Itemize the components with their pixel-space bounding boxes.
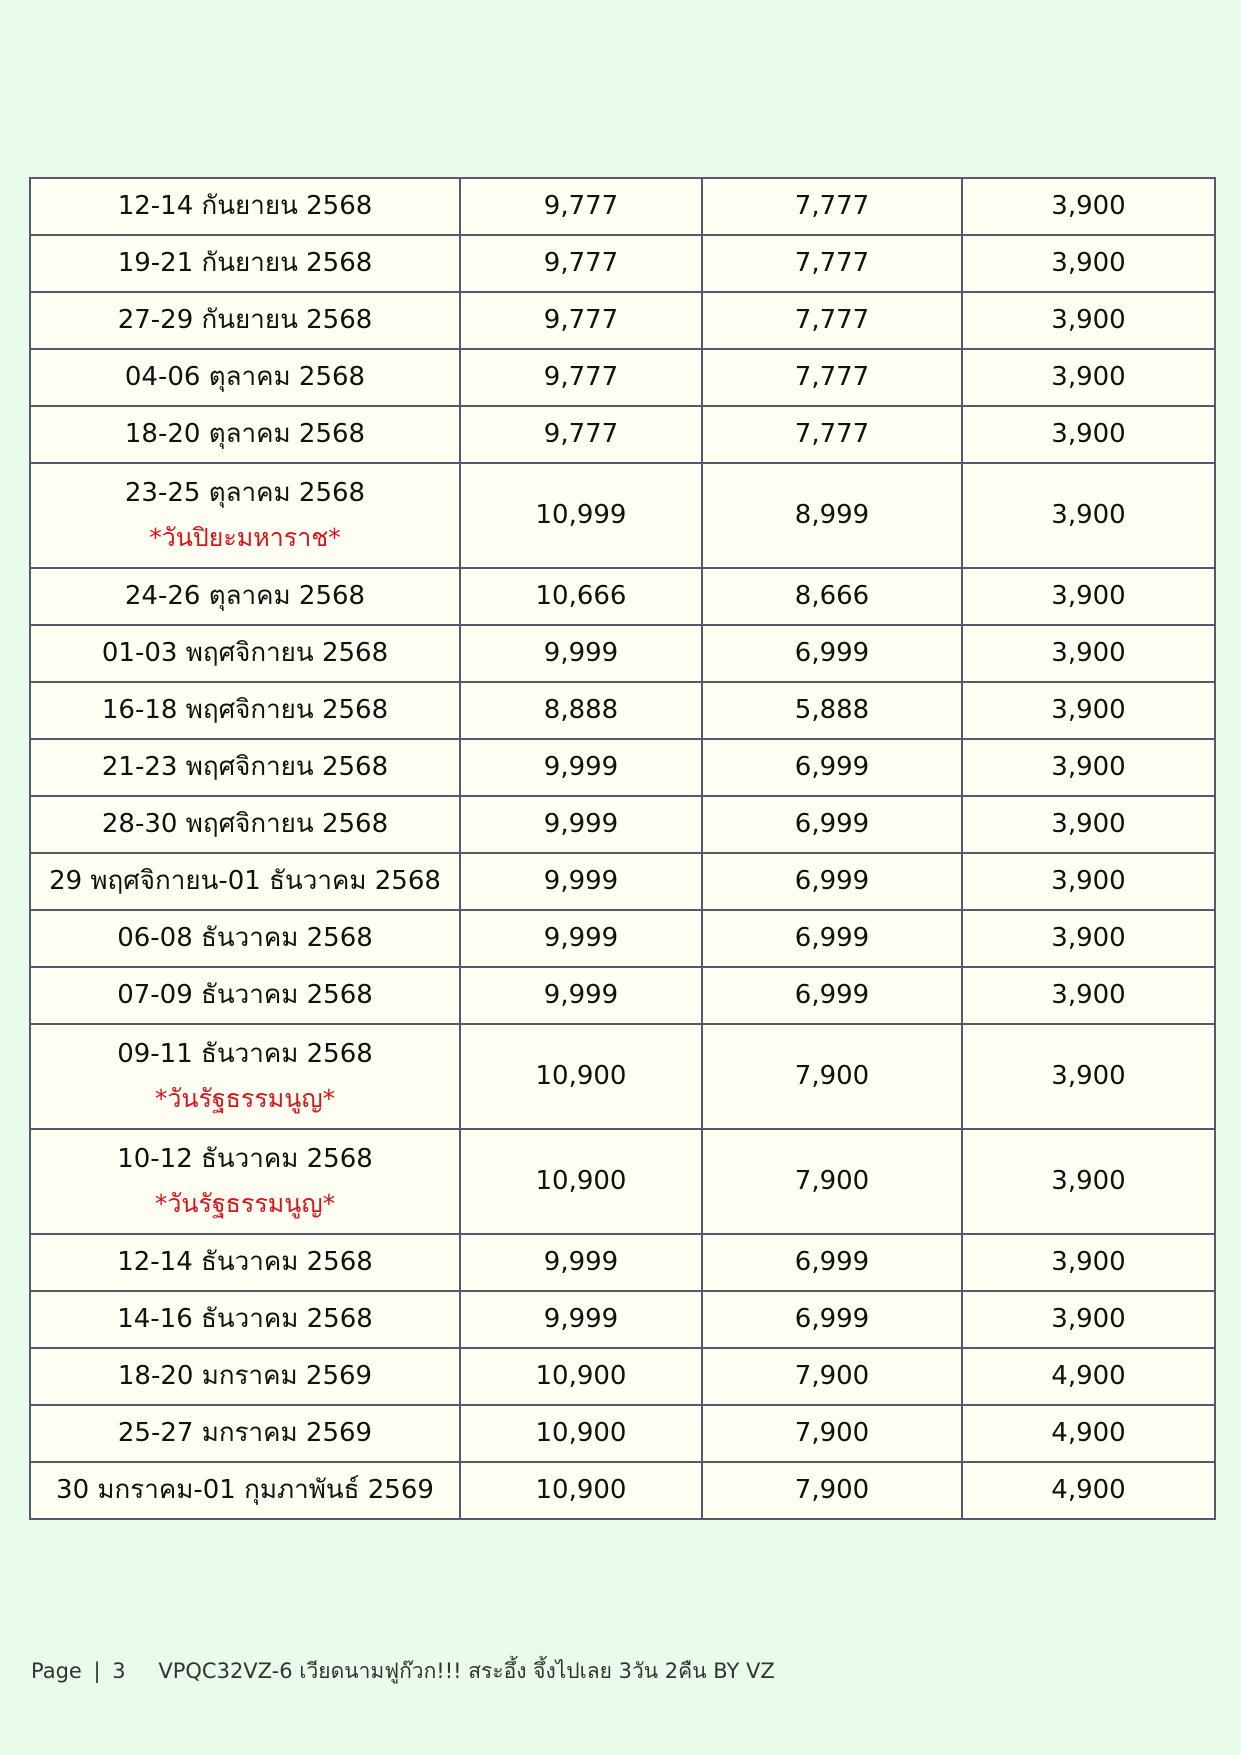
price-cell-1: 10,900 [460, 1348, 702, 1405]
travel-date: 12-14 กันยายน 2568 [117, 190, 373, 221]
price-cell-1: 10,900 [460, 1462, 702, 1519]
price-cell-1: 10,900 [460, 1024, 702, 1129]
table-row [30, 853, 1215, 910]
price-cell-2: 6,999 [702, 853, 962, 910]
travel-date-cell [30, 1291, 460, 1348]
travel-date-cell [30, 796, 460, 853]
price-cell-1: 9,777 [460, 235, 702, 292]
price-cell-3: 3,900 [962, 235, 1215, 292]
travel-date: 18-20 มกราคม 2569 [117, 1360, 373, 1391]
travel-date-cell [30, 568, 460, 625]
price-cell-3: 3,900 [962, 682, 1215, 739]
price-cell-1: 9,777 [460, 349, 702, 406]
travel-date: 06-08 ธันวาคม 2568 [117, 922, 373, 953]
price-cell-3: 3,900 [962, 178, 1215, 235]
table-row [30, 568, 1215, 625]
table-row [30, 463, 1215, 568]
table-row [30, 1348, 1215, 1405]
travel-date-cell [30, 1348, 460, 1405]
travel-date: 25-27 มกราคม 2569 [117, 1417, 373, 1448]
table-row [30, 910, 1215, 967]
travel-date-cell [30, 178, 460, 235]
price-cell-3: 3,900 [962, 796, 1215, 853]
price-cell-2: 6,999 [702, 1291, 962, 1348]
price-cell-2: 7,900 [702, 1462, 962, 1519]
travel-date-cell [30, 1405, 460, 1462]
table-row [30, 625, 1215, 682]
price-cell-3: 3,900 [962, 967, 1215, 1024]
travel-date-cell [30, 1129, 460, 1234]
price-cell-3: 3,900 [962, 625, 1215, 682]
travel-date: 30 มกราคม-01 กุมภาพันธ์ 2569 [56, 1474, 434, 1505]
holiday-note: *วันรัฐธรรมนูญ* [154, 1084, 336, 1114]
price-cell-1: 9,777 [460, 406, 702, 463]
price-cell-2: 7,777 [702, 178, 962, 235]
price-cell-2: 7,777 [702, 235, 962, 292]
travel-date: 18-20 ตุลาคม 2568 [124, 418, 366, 449]
table-row [30, 406, 1215, 463]
price-cell-2: 7,777 [702, 406, 962, 463]
table-row [30, 967, 1215, 1024]
travel-date: 24-26 ตุลาคม 2568 [124, 580, 366, 611]
page-footer [31, 1655, 775, 1688]
travel-date-cell [30, 967, 460, 1024]
travel-date: 27-29 กันยายน 2568 [117, 304, 373, 335]
table-row [30, 235, 1215, 292]
travel-date-cell [30, 853, 460, 910]
table-row [30, 682, 1215, 739]
holiday-note: *วันปิยะมหาราช* [149, 523, 341, 553]
price-cell-3: 3,900 [962, 853, 1215, 910]
price-cell-2: 6,999 [702, 796, 962, 853]
price-cell-2: 8,666 [702, 568, 962, 625]
travel-date-cell [30, 682, 460, 739]
price-cell-3: 3,900 [962, 568, 1215, 625]
table-row [30, 1291, 1215, 1348]
price-cell-2: 7,900 [702, 1024, 962, 1129]
price-cell-3: 3,900 [962, 1129, 1215, 1234]
price-cell-2: 6,999 [702, 967, 962, 1024]
price-cell-2: 5,888 [702, 682, 962, 739]
travel-date: 16-18 พฤศจิกายน 2568 [101, 694, 389, 725]
table-row [30, 1234, 1215, 1291]
price-cell-1: 9,999 [460, 739, 702, 796]
price-cell-2: 6,999 [702, 1234, 962, 1291]
price-cell-1: 9,999 [460, 967, 702, 1024]
price-cell-1: 9,777 [460, 292, 702, 349]
price-cell-1: 9,999 [460, 796, 702, 853]
travel-date: 10-12 ธันวาคม 2568 [117, 1143, 373, 1174]
price-cell-1: 9,999 [460, 910, 702, 967]
travel-date: 14-16 ธันวาคม 2568 [117, 1303, 373, 1334]
price-cell-1: 8,888 [460, 682, 702, 739]
price-cell-2: 6,999 [702, 625, 962, 682]
travel-date-cell [30, 235, 460, 292]
price-cell-1: 10,666 [460, 568, 702, 625]
travel-date-cell [30, 406, 460, 463]
price-cell-2: 8,999 [702, 463, 962, 568]
travel-date-cell [30, 1234, 460, 1291]
price-cell-2: 7,777 [702, 349, 962, 406]
price-cell-1: 9,999 [460, 625, 702, 682]
footer-separator: | [93, 1659, 101, 1683]
price-cell-2: 6,999 [702, 910, 962, 967]
travel-date-cell [30, 349, 460, 406]
table-row [30, 1129, 1215, 1234]
price-cell-3: 3,900 [962, 910, 1215, 967]
price-cell-3: 4,900 [962, 1348, 1215, 1405]
price-cell-2: 7,900 [702, 1348, 962, 1405]
price-cell-3: 3,900 [962, 349, 1215, 406]
travel-date: 01-03 พฤศจิกายน 2568 [101, 637, 389, 668]
price-cell-2: 7,900 [702, 1129, 962, 1234]
travel-date-cell [30, 1024, 460, 1129]
price-cell-3: 3,900 [962, 292, 1215, 349]
table-row [30, 349, 1215, 406]
table-row [30, 796, 1215, 853]
price-cell-2: 7,777 [702, 292, 962, 349]
price-cell-1: 9,999 [460, 1291, 702, 1348]
travel-date: 29 พฤศจิกายน-01 ธันวาคม 2568 [49, 865, 441, 896]
travel-date-cell [30, 625, 460, 682]
price-cell-1: 9,777 [460, 178, 702, 235]
price-cell-3: 4,900 [962, 1405, 1215, 1462]
travel-date-cell [30, 463, 460, 568]
travel-date: 07-09 ธันวาคม 2568 [117, 979, 373, 1010]
price-cell-1: 10,900 [460, 1405, 702, 1462]
table-row [30, 1405, 1215, 1462]
holiday-note: *วันรัฐธรรมนูญ* [154, 1189, 336, 1219]
price-cell-1: 10,999 [460, 463, 702, 568]
price-cell-3: 3,900 [962, 1291, 1215, 1348]
table-row [30, 178, 1215, 235]
price-cell-3: 3,900 [962, 739, 1215, 796]
price-cell-3: 3,900 [962, 1234, 1215, 1291]
travel-date: 04-06 ตุลาคม 2568 [124, 361, 366, 392]
price-cell-2: 6,999 [702, 739, 962, 796]
price-cell-3: 3,900 [962, 463, 1215, 568]
table-row [30, 1462, 1215, 1519]
table-row [30, 292, 1215, 349]
price-cell-2: 7,900 [702, 1405, 962, 1462]
travel-date-cell [30, 292, 460, 349]
price-table [29, 177, 1216, 1520]
travel-date: 12-14 ธันวาคม 2568 [117, 1246, 373, 1277]
price-cell-1: 10,900 [460, 1129, 702, 1234]
travel-date: 28-30 พฤศจิกายน 2568 [101, 808, 389, 839]
price-cell-3: 3,900 [962, 406, 1215, 463]
travel-date-cell [30, 739, 460, 796]
price-cell-3: 4,900 [962, 1462, 1215, 1519]
travel-date: 23-25 ตุลาคม 2568 [124, 477, 366, 508]
price-table-body [30, 178, 1215, 1519]
travel-date: 09-11 ธันวาคม 2568 [117, 1038, 373, 1069]
table-row [30, 739, 1215, 796]
price-cell-1: 9,999 [460, 1234, 702, 1291]
document-title: VPQC32VZ-6 เวียดนามฟูก๊วก!!! สระอึ้ง จึ้งไปเลย 3วัน 2คืน BY VZ [158, 1659, 775, 1683]
travel-date-cell [30, 910, 460, 967]
travel-date-cell [30, 1462, 460, 1519]
travel-date: 19-21 กันยายน 2568 [117, 247, 373, 278]
page-label: Page [31, 1659, 82, 1683]
price-cell-1: 9,999 [460, 853, 702, 910]
travel-date: 21-23 พฤศจิกายน 2568 [101, 751, 389, 782]
table-row [30, 1024, 1215, 1129]
price-table-container [29, 177, 1214, 1520]
price-cell-3: 3,900 [962, 1024, 1215, 1129]
page-number: 3 [112, 1659, 126, 1683]
